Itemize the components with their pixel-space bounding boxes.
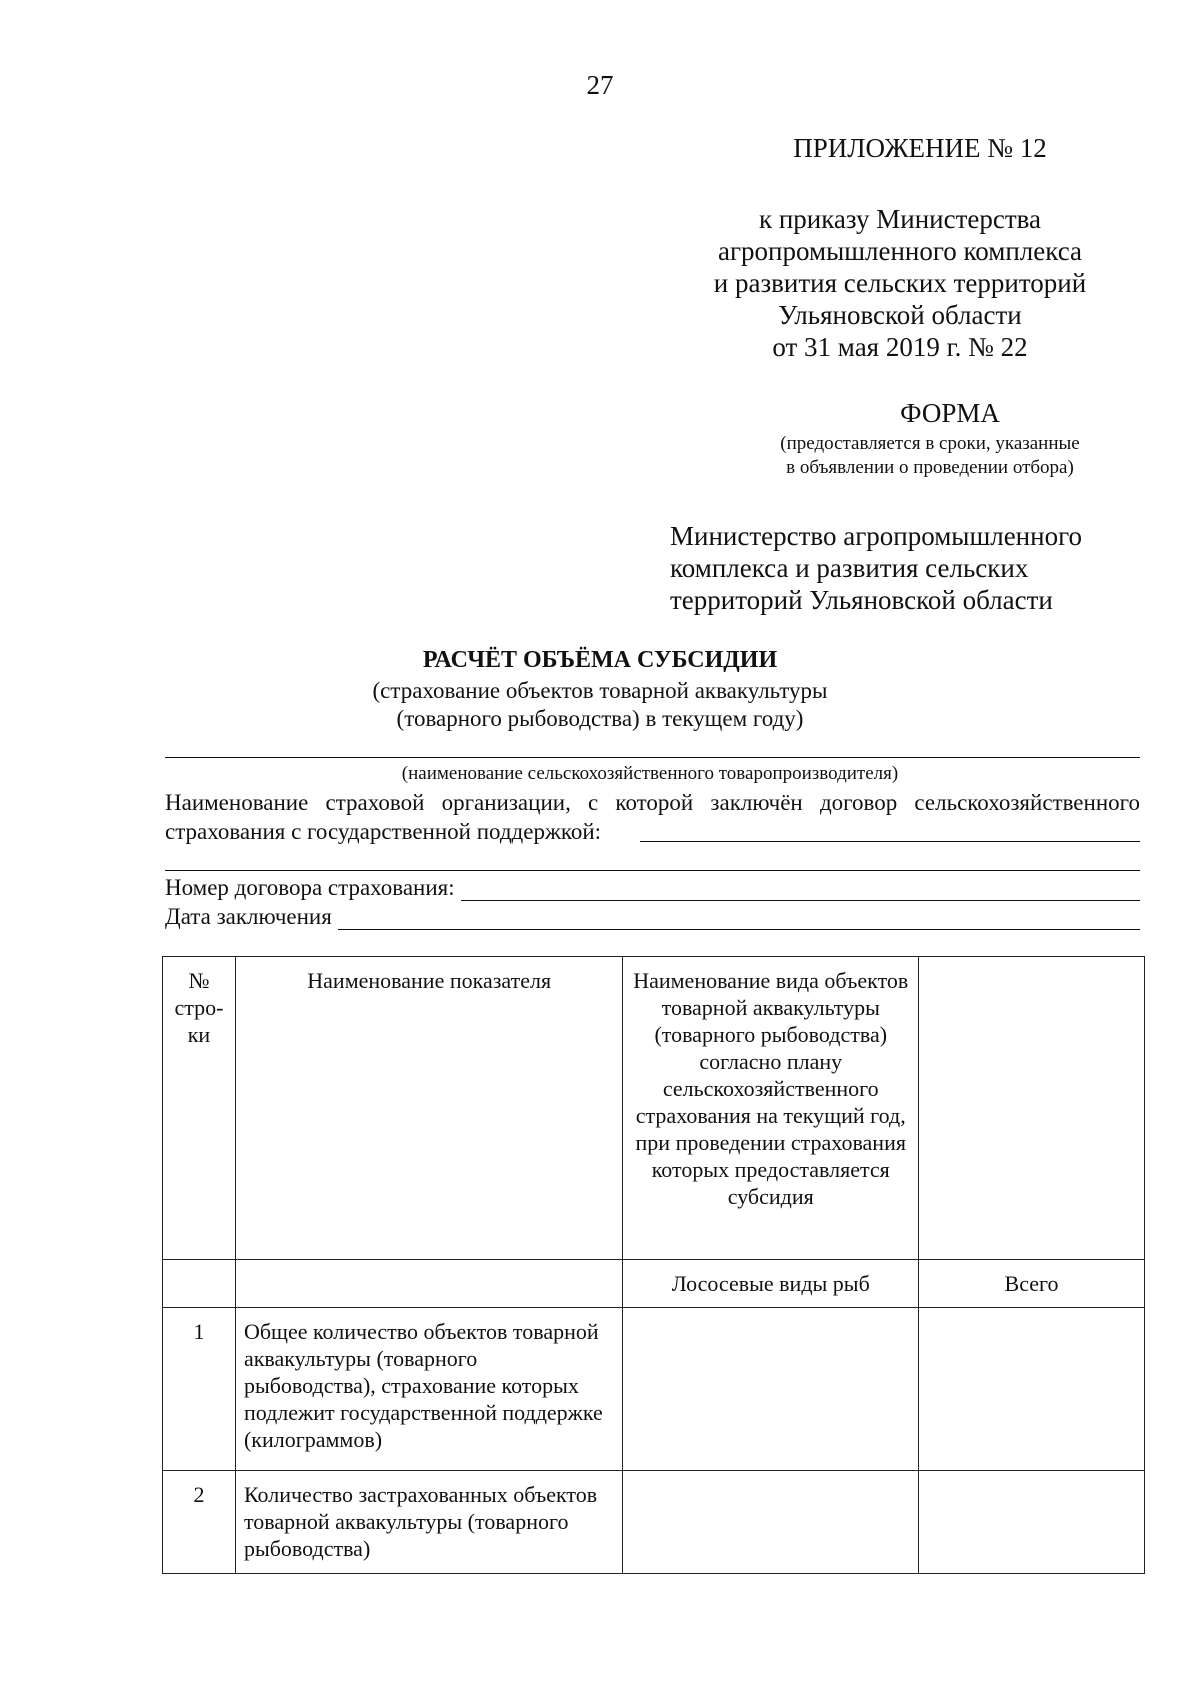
- conclusion-date-row: [165, 904, 1140, 930]
- insurer-name-field[interactable]: [640, 841, 1140, 842]
- table-row: [163, 1471, 1145, 1574]
- conclusion-date-field[interactable]: [338, 907, 1140, 930]
- page-number: 27: [586, 70, 614, 100]
- conclusion-date-label: Дата заключения: [165, 904, 332, 929]
- row-kind-value[interactable]: [623, 1308, 919, 1471]
- subsidy-table: [162, 956, 1145, 1574]
- row-indicator: Количество застрахованных объектов товарной аквакультуры (товарного рыбоводства): [235, 1471, 623, 1574]
- header-extra: [919, 957, 1145, 1260]
- subheader-empty-cell: [163, 1260, 236, 1308]
- table-subheader-row: [163, 1260, 1145, 1308]
- form-note: [720, 432, 1140, 480]
- order-ref-line: Ульяновской области: [778, 300, 1022, 330]
- order-reference: [660, 203, 1140, 363]
- row-indicator: Общее количество объектов товарной аквакультуры (товарного рыбоводства), страхование которых подлежит государственной поддержке (килограммов): [235, 1308, 623, 1471]
- recipient-line: территорий Ульяновской области: [670, 585, 1053, 615]
- insurer-label: Наименование страховой организации, с которой заключён договор сельскохозяйственного страхования с государственной поддержкой:: [165, 790, 1140, 844]
- header-row-number: № стро-ки: [163, 957, 236, 1260]
- producer-caption: (наименование сельскохозяйственного товаропроизводителя): [401, 763, 899, 784]
- form-note-line: (предоставляется в сроки, указанные: [780, 433, 1080, 454]
- order-ref-line: от 31 мая 2019 г. № 22: [772, 332, 1028, 362]
- calculation-title: РАСЧЁТ ОБЪЁМА СУБСИДИИ: [422, 647, 778, 673]
- row-number: 2: [163, 1471, 236, 1574]
- form-label: ФОРМА: [900, 398, 1000, 428]
- contract-number-label: Номер договора страхования:: [165, 875, 455, 900]
- row-number: 1: [163, 1308, 236, 1471]
- subheader-kind: Лососевые виды рыб: [623, 1260, 919, 1308]
- producer-name-field[interactable]: [165, 757, 1140, 758]
- table-row: [163, 1308, 1145, 1471]
- order-ref-line: и развития сельских территорий: [713, 268, 1087, 298]
- contract-number-row: [165, 875, 1140, 901]
- recipient-line: комплекса и развития сельских: [670, 553, 1029, 583]
- header-indicator: Наименование показателя: [235, 957, 623, 1260]
- calculation-subtitle: [0, 677, 1200, 733]
- recipient-block: [670, 520, 1150, 616]
- appendix-title: ПРИЛОЖЕНИЕ № 12: [793, 133, 1047, 163]
- row-kind-value[interactable]: [623, 1471, 919, 1574]
- recipient-line: Министерство агропромышленного: [670, 521, 1082, 551]
- row-total-value[interactable]: [919, 1308, 1145, 1471]
- order-ref-line: к приказу Министерства: [758, 204, 1042, 234]
- calculation-subtitle-line: (товарного рыбоводства) в текущем году): [396, 706, 804, 731]
- contract-number-field[interactable]: [461, 878, 1140, 901]
- row-total-value[interactable]: [919, 1471, 1145, 1574]
- calculation-subtitle-line: (страхование объектов товарной аквакультуры: [372, 678, 828, 703]
- order-ref-line: агропромышленного комплекса: [718, 236, 1082, 266]
- table-header-row: [163, 957, 1145, 1260]
- header-kind: Наименование вида объектов товарной аквакультуры (товарного рыбоводства) согласно плану сельскохозяйственного страхования на текущий год, при проведении страхования которых предоставляется субсидия: [623, 957, 919, 1260]
- insurer-name-field-continued[interactable]: [165, 870, 1140, 871]
- subheader-total: Всего: [919, 1260, 1145, 1308]
- subheader-empty-cell: [235, 1260, 623, 1308]
- form-note-line: в объявлении о проведении отбора): [786, 457, 1074, 478]
